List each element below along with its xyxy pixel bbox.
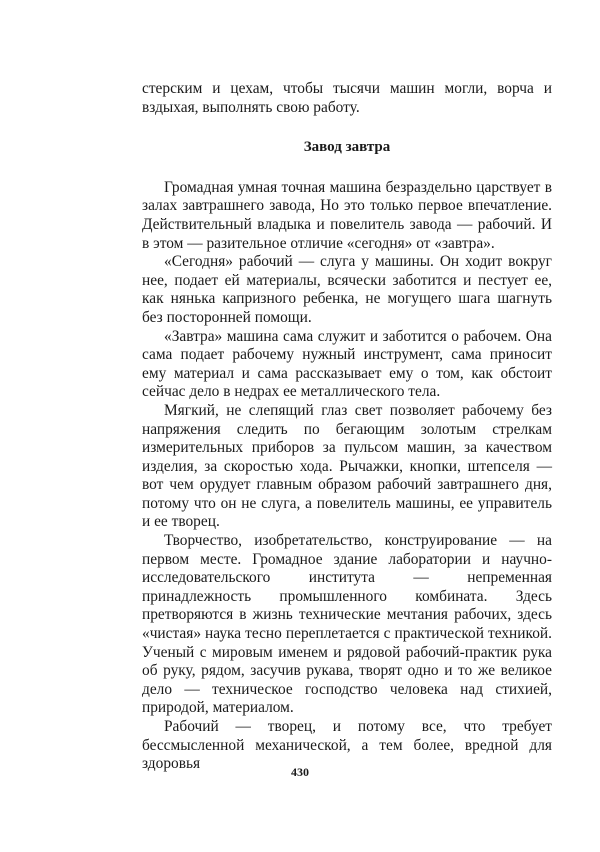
paragraph-4: Мягкий, не слепящий глаз свет позволяет рабочему без напряжения следить по бегающим золотым стрелкам измерительных приборов за пульсом машин, за качеством изделия, за скоростью хода. Рычажки, кнопки, штепселя — вот чем орудует главным образом рабочий завтрашнего дня, потому что он не слуга, а повелитель машины, ее управитель и ее творец. xyxy=(142,401,552,531)
paragraph-1: Громадная умная точная машина безраздельно царствует в залах завтрашнего завода, Но это только первое впечатление. Действительный владыка и повелитель завода — рабочий. И в этом — разительное отличие «сегодня» от «завтра». xyxy=(142,178,552,252)
paragraph-5: Творчество, изобретательство, конструирование — на первом месте. Громадное здание лаборатории и научно-исследовательского института — непременная принадлежность промышленного комбината. Здесь претворяются в жизнь технические мечтания рабочих, здесь «чистая» наука тесно переплетается с практической техникой. Ученый с мировым именем и рядовой рабочий-практик рука об руку, рядом, засучив рукава, творят одно и то же великое дело — техническое господство человека над стихией, природой, материалом. xyxy=(142,532,552,717)
opening-paragraph: стерским и цехам, чтобы тысячи машин могли, ворча и вздыхая, выполнять свою работу. xyxy=(142,80,552,116)
paragraph-6: Рабочий — творец, и потому все, что требует бессмысленной механической, а тем более, вредной для здоровья xyxy=(142,718,552,773)
paragraph-2: «Сегодня» рабочий — слуга у машины. Он ходит вокруг нее, подает ей материалы, всячески заботится и пестует ее, как нянька капризного ребенка, не могущего шага шагнуть без посторонней помощи. xyxy=(142,253,552,326)
page-body xyxy=(142,80,552,774)
section-heading: Завод завтра xyxy=(303,139,391,156)
paragraph-3: «Завтра» машина сама служит и заботится о рабочем. Она сама подает рабочему нужный инструмент, сама приносит ему материал и сама рассказывает ему о том, как обстоит сейчас дело в недрах ее металлического тела. xyxy=(142,327,552,401)
page-number: 430 xyxy=(291,765,309,779)
